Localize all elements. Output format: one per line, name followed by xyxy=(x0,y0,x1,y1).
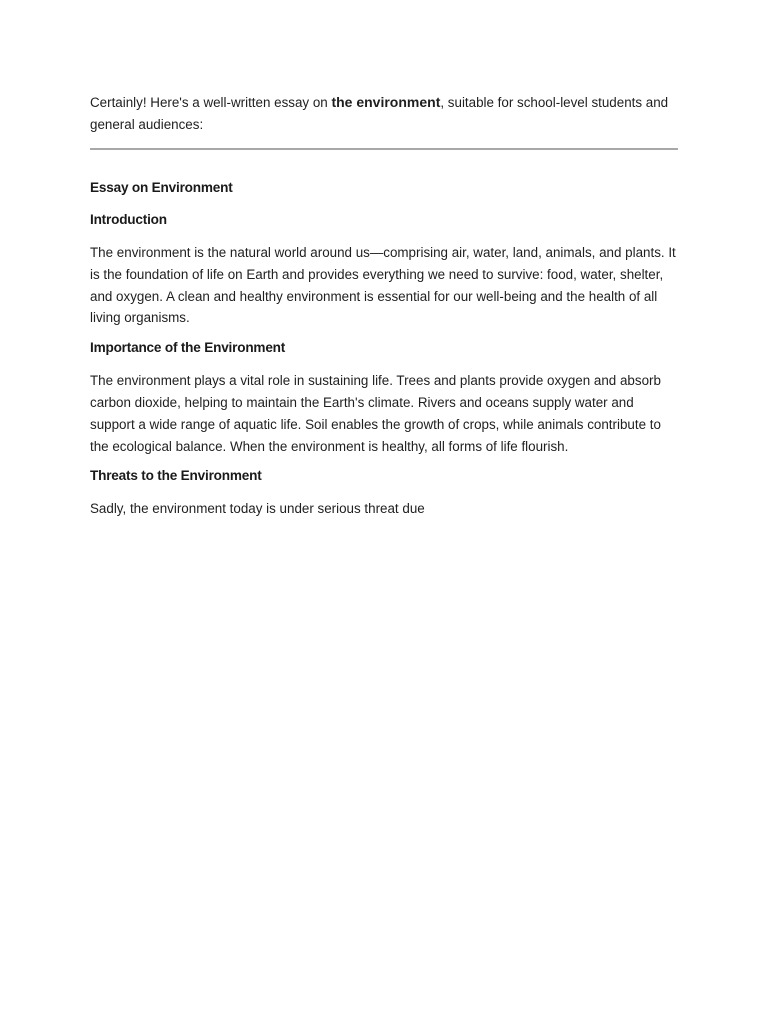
essay-title: Essay on Environment xyxy=(90,180,233,195)
section-body-importance: The environment plays a vital role in sustaining life. Trees and plants provide oxygen and absorb carbon dioxide, helping to maintain the Earth's climate. Rivers and oceans supply water and support a wide range of aquatic life. Soil enables the growth of crops, while animals contribute to the ecological balance. When the environment is healthy, all forms of life flourish. xyxy=(90,373,661,454)
intro-text-after: , suitable for school-level students and general audiences: xyxy=(90,95,669,132)
section-heading-threats: Threats to the Environment xyxy=(90,468,262,484)
section-body-threats: Sadly, the environment today is under serious threat due xyxy=(90,501,425,517)
section-heading-introduction: Introduction xyxy=(90,212,167,227)
intro-paragraph xyxy=(90,91,680,136)
intro-bold-topic: the environment xyxy=(331,94,441,110)
document-page xyxy=(90,91,680,529)
intro-text-before: Certainly! Here's a well-written essay on xyxy=(90,95,332,110)
horizontal-divider xyxy=(90,148,678,150)
section-body-introduction: The environment is the natural world around us—comprising air, water, land, animals, and plants. It is the foundation of life on Earth and provides everything we need to survive: food, water, shelter, and oxygen. A clean and healthy environment is essential for our well-being and the health of all living organisms. xyxy=(90,245,676,326)
section-heading-importance: Importance of the Environment xyxy=(90,340,286,356)
